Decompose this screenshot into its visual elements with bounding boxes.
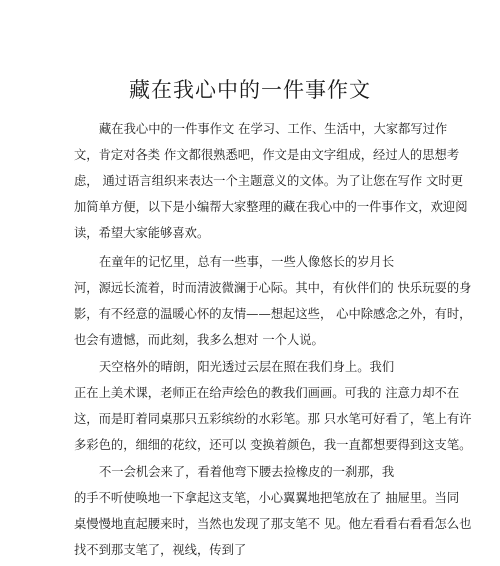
document-title: 藏在我心中的一件事作文 (129, 78, 371, 102)
paragraph-4-line-3: 桌慢慢地直起腰来时，当然也发现了那支笔不 见。他左看看右看看怎么也 (74, 517, 472, 531)
paragraph-4-line-1: 不一会机会来了，看着他弯下腰去捡橡皮的一刹那，我 (99, 465, 395, 479)
paragraph-3-line-2: 正在上美术课，老师正在给声绘色的教我们画画。可我的 注意力却不在 (74, 386, 460, 400)
paragraph-2-line-2: 河，源远长流着，时而清波微澜于心际。其中，有伙伴们的 快乐玩耍的身 (74, 281, 472, 295)
paragraph-1-line-2: 文，肯定对各类 作文都很熟悉吧，作文是由文字组成，经过人的思想考 (74, 148, 460, 162)
paragraph-2-line-4: 也会有遗憾，而此刻，我多么想对 一个人说。 (74, 333, 324, 347)
paragraph-1-line-4: 加简单方便，以下是小编帮大家整理的藏在我心中的一件事作文，欢迎阅 (74, 200, 468, 214)
paragraph-2-line-3: 影，有不经意的温暖心怀的友情——想起这些， 心中除感念之外，有时， (74, 307, 472, 321)
paragraph-1-line-3: 虑， 通过语言组织来表达一个主题意义的文体。为了让您在写作 文时更 (74, 174, 464, 188)
paragraph-1-line-1: 藏在我心中的一件事作文 在学习、工作、生活中，大家都写过作 (99, 122, 448, 136)
paragraph-2-line-1: 在童年的记忆里，总有一些事，一些人像悠长的岁月长 (99, 255, 395, 269)
paragraph-4-line-4: 找不到那支笔了，视线，传到了 (74, 543, 247, 557)
paragraph-3-line-4: 多彩色的，细细的花纹，还可以 变换着颜色，我一直都想要得到这支笔。 (74, 438, 472, 452)
paragraph-3-line-3: 这，而是盯着同桌那只五彩缤纷的水彩笔。那 只水笔可好看了，笔上有许 (74, 412, 472, 426)
paragraph-4-line-2: 的手不听使唤地一下拿起这支笔，小心翼翼地把笔放在了 抽屉里。当同 (74, 491, 460, 505)
paragraph-1-line-5: 读，希望大家能够喜欢。 (74, 226, 210, 240)
paragraph-3-line-1: 天空格外的晴朗，阳光透过云层在照在我们身上。我们 (99, 360, 395, 374)
